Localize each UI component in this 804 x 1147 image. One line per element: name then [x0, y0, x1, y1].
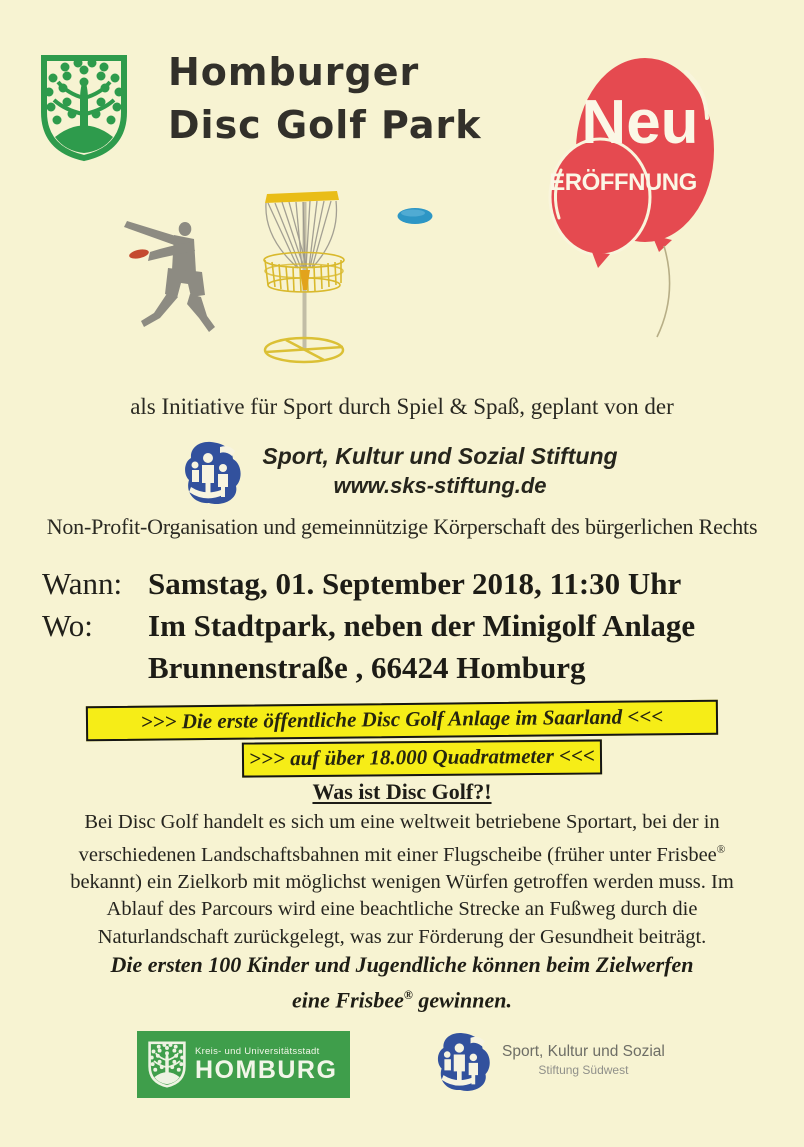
about-section: [0, 779, 804, 951]
registered-trademark-symbol: ®: [716, 843, 726, 856]
about-heading: Was ist Disc Golf?!: [312, 779, 492, 804]
promo-line2-tail: gewinnen.: [412, 987, 512, 1013]
event-details: [42, 563, 695, 689]
when-value: Samstag, 01. September 2018, 11:30 Uhr: [148, 566, 682, 601]
page-title: [168, 46, 482, 152]
player-silhouette-icon: [124, 221, 215, 332]
page-title-line1: Homburger: [168, 50, 420, 94]
event-row-when: [42, 563, 695, 605]
disc-golf-basket-icon: [264, 191, 344, 362]
registered-trademark-symbol: ®: [403, 988, 413, 1002]
about-text-line-2-text: verschiedenen Landschaftsbahnen mit einer Flugscheibe (früher unter Frisbee: [78, 843, 717, 866]
about-text-line-3: bekannt) ein Zielkorb mit möglichst wenigen Würfen getroffen werden muss. Im: [70, 870, 734, 893]
event-row-address: [42, 647, 695, 689]
highlight-banner-2: >>> auf über 18.000 Quadratmeter <<<: [242, 739, 602, 777]
sks-footer-text: [502, 1042, 665, 1092]
sks-stiftung-block: [240, 441, 640, 500]
homburg-logo-subtitle: Kreis- und Universitätsstadt: [195, 1046, 320, 1057]
event-row-where: [42, 605, 695, 647]
promo-section: [0, 950, 804, 1015]
sks-logo-icon: [183, 441, 243, 505]
balloon-label-neu: Neu: [581, 88, 699, 157]
where-value-line2: Brunnenstraße , 66424 Homburg: [148, 650, 586, 685]
page-title-line2: Disc Golf Park: [168, 103, 482, 147]
when-label: Wann:: [42, 566, 123, 601]
disc-golf-illustration: [108, 178, 448, 383]
balloon-label-eroeffnung: ERÖFFNUNG: [549, 169, 697, 196]
about-text-line-5: Naturlandschaft zurückgelegt, was zur Förderung der Gesundheit beiträgt.: [97, 925, 707, 948]
promo-line2-text: eine Frisbee: [292, 987, 404, 1013]
about-text-line-4: Ablauf des Parcours wird eine beachtliche Strecke an Fußweg durch die: [106, 898, 698, 921]
player-disc-icon: [128, 248, 149, 260]
homburg-crest-icon: [38, 52, 130, 164]
promo-line2: [0, 980, 804, 1015]
where-label: Wo:: [42, 608, 93, 643]
homburg-crest-footer-icon: [147, 1040, 187, 1089]
sks-footer-name: Sport, Kultur und Sozial: [502, 1043, 665, 1060]
where-value-line1: Im Stadtpark, neben der Minigolf Anlage: [148, 608, 696, 643]
initiative-line: als Initiative für Sport durch Spiel & Spaß, geplant von der: [130, 394, 674, 419]
homburg-logo-text: [195, 1046, 337, 1083]
sks-footer-logo-icon: [436, 1032, 492, 1092]
sks-footer-subtitle: Stiftung Südwest: [538, 1063, 629, 1077]
where-label-spacer: [42, 647, 148, 689]
sks-stiftung-name: Sport, Kultur und Sozial Stiftung: [262, 443, 618, 469]
new-opening-balloons-icon: [540, 42, 715, 342]
promo-line1: Die ersten 100 Kinder und Jugendliche können beim Zielwerfen: [110, 952, 694, 977]
sks-stiftung-url: www.sks-stiftung.de: [333, 473, 547, 498]
nonprofit-line: Non-Profit-Organisation und gemeinnützige Körperschaft des bürgerlichen Rechts: [46, 514, 758, 539]
homburg-logo-name: HOMBURG: [195, 1056, 338, 1084]
highlight-banner-1: >>> Die erste öffentliche Disc Golf Anlage im Saarland <<<: [86, 700, 718, 742]
about-text-line-1: Bei Disc Golf handelt es sich um eine weltweit betriebene Sportart, bei der in: [84, 811, 720, 833]
about-text-line-2: [0, 837, 804, 869]
flying-disc-icon: [398, 208, 433, 224]
sks-footer-logo: [436, 1032, 665, 1092]
homburg-city-logo: [137, 1031, 350, 1098]
